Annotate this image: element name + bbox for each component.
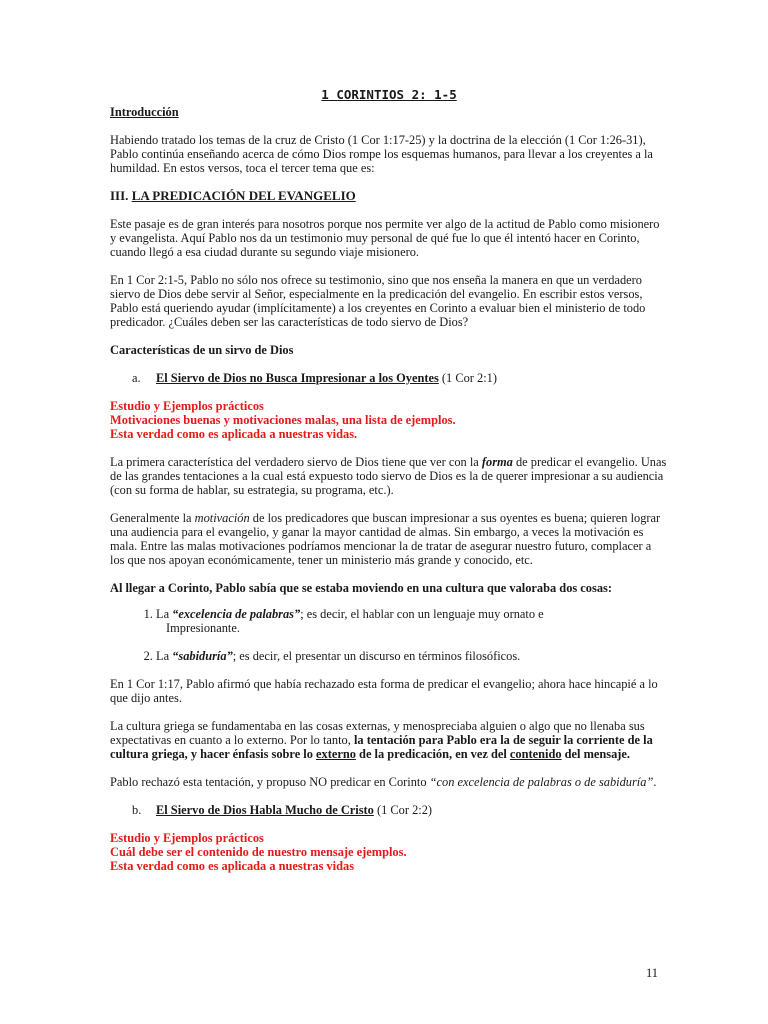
list-item <box>156 649 668 663</box>
paragraph-motivation <box>110 511 668 567</box>
study-a-line-1: Estudio y Ejemplos prácticos <box>110 399 264 413</box>
text-span: ; es decir, el presentar un discurso en términos filosóficos. <box>232 649 521 663</box>
point-b <box>132 803 668 817</box>
underlined-word: externo <box>316 747 356 761</box>
study-a-line-3: Esta verdad como es aplicada a nuestras vidas. <box>110 427 358 441</box>
page-number: 11 <box>645 966 658 980</box>
emphasis-motivacion: motivación <box>194 511 250 525</box>
point-a-title: El Siervo de Dios no Busca Impresionar a los Oyentes <box>156 371 439 385</box>
point-b-title: El Siervo de Dios Habla Mucho de Cristo <box>156 803 374 817</box>
text-span: Generalmente la <box>110 511 195 525</box>
characteristics-heading: Características de un sirvo de Dios <box>110 343 294 357</box>
term: “sabiduría” <box>172 649 233 663</box>
text-span: La <box>156 607 173 621</box>
study-b-line-2: Cuál debe ser el contenido de nuestro mensaje ejemplos. <box>110 845 407 859</box>
emphasis-forma: forma <box>481 455 513 469</box>
intro-heading: Introducción <box>110 105 179 119</box>
paragraph-first-characteristic <box>110 455 668 497</box>
document-page <box>110 88 668 887</box>
list-item <box>156 607 668 635</box>
study-b-line-1: Estudio y Ejemplos prácticos <box>110 831 264 845</box>
text-span: de predicar el evangelio. Unas de las grandes tentaciones a la cual está expuesto todo siervo de Dios es la de querer impresionar a su audiencia (con su forma de hablar, su estrategia, su programa, etc.). <box>110 455 667 497</box>
point-b-letter: b. <box>132 803 142 817</box>
continuation: Impresionante. <box>166 621 240 635</box>
point-a-ref: (1 Cor 2:1) <box>438 371 497 385</box>
point-a-letter: a. <box>132 371 141 385</box>
text-span: La <box>156 649 173 663</box>
text-span: La primera característica del verdadero siervo de Dios tiene que ver con la <box>110 455 482 469</box>
text-span: Pablo rechazó esta tentación, y propuso NO predicar en Corinto <box>110 775 430 789</box>
text-span: del mensaje. <box>561 747 631 761</box>
study-block-a <box>110 399 668 441</box>
text-span: ; es decir, el hablar con un lenguaje muy ornato e <box>300 607 544 621</box>
intro-paragraph: Habiendo tratado los temas de la cruz de Cristo (1 Cor 1:17-25) y la doctrina de la elección (1 Cor 1:26-31), Pablo continúa enseñando acerca de cómo Dios rompe los esquemas humanos, para llevar a los creyentes a la humildad. En estos versos, toca el tercer tema que es: <box>110 133 653 175</box>
paragraph-interest: Este pasaje es de gran interés para nosotros porque nos permite ver algo de la actitud de Pablo como misionero y evangelista. Aquí Pablo nos da un testimonio muy personal de qué fue lo que él intentó hacer en Corinto, cuando llegó a esa ciudad durante su segundo viaje misionero. <box>110 217 660 259</box>
point-a <box>132 371 668 385</box>
text-span: La cultura griega se fundamentaba en las cosas externas, y menospreciaba alguien o algo que no llenaba sus expectativas en cuanto a lo externo. Por lo tanto, <box>110 719 645 747</box>
section-number: III. <box>110 188 129 203</box>
section-title: LA PREDICACIÓN DEL EVANGELIO <box>131 188 356 203</box>
page-title: 1 CORINTIOS 2: 1-5 <box>321 87 457 102</box>
text-span: la tentación para Pablo era la de seguir la corriente de la cultura griega, y hacer énfasis sobre lo <box>110 733 653 761</box>
study-a-line-2: Motivaciones buenas y motivaciones malas, una lista de ejemplos. <box>110 413 456 427</box>
underlined-word: contenido <box>509 747 562 761</box>
text-span: de la predicación, en vez del <box>355 747 510 761</box>
study-b-line-3: Esta verdad como es aplicada a nuestras vidas <box>110 859 355 873</box>
paragraph-testimony: En 1 Cor 2:1-5, Pablo no sólo nos ofrece su testimonio, sino que nos enseña la manera en que un verdadero siervo de Dios debe servir al Señor, especialmente en la predicación del evangelio. En escribir estos versos, Pablo está queriendo ayudar (implícitamente) a los creyentes en Corinto a evaluar bien el ministerio de todo predicador. ¿Cuáles deben ser las características de todo siervo de Dios? <box>110 273 646 329</box>
text-span: de los predicadores que buscan impresionar a sus oyentes es buena; quieren lograr una audiencia para el evangelio, y ganar la mayor cantidad de almas. Sin embargo, a veces la motivación es mala. Entre las malas motivaciones podríamos mencionar la de tratar de asegurar nuestro futuro, complacer a los que nos apoyan económicamente, tener un ministerio más grande y conocido, etc. <box>110 511 661 567</box>
paragraph-refused <box>110 775 668 789</box>
term: “excelencia de palabras” <box>172 607 301 621</box>
paragraph-rejected: En 1 Cor 1:17, Pablo afirmó que había rechazado esta forma de predicar el evangelio; ahora hace hincapié a lo que dijo antes. <box>110 677 658 705</box>
text-span: . <box>653 775 657 789</box>
study-block-b <box>110 831 668 873</box>
corinth-heading: Al llegar a Corinto, Pablo sabía que se estaba moviendo en una cultura que valoraba dos cosas: <box>110 581 612 595</box>
quote: “con excelencia de palabras o de sabiduría” <box>429 775 654 789</box>
values-list <box>110 607 668 663</box>
paragraph-greek-culture <box>110 719 668 761</box>
point-b-ref: (1 Cor 2:2) <box>373 803 433 817</box>
section-heading <box>110 189 668 203</box>
